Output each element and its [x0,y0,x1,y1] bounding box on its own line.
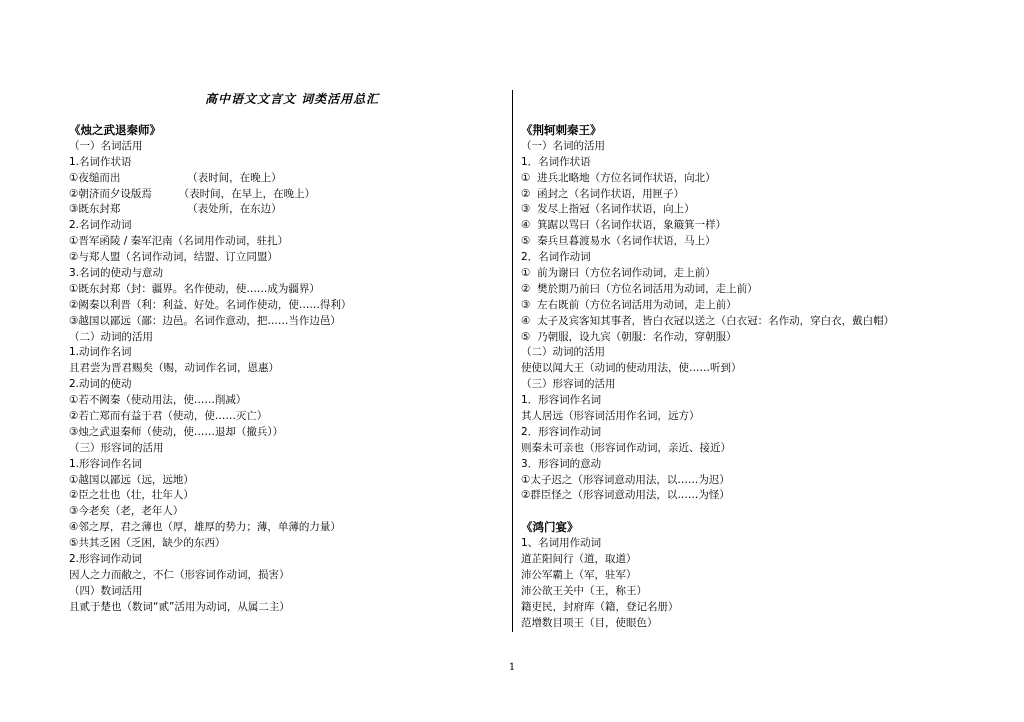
text-line: （一）名词的活用 [521,139,605,152]
text-line: 范增数目项王（目，使眼色） [521,616,658,629]
text-line: 1.名词作状语 [69,155,132,168]
text-line: 3．形容词的意动 [521,457,602,470]
text-line: 2.名词作动词 [69,219,132,232]
text-line [521,504,1001,520]
text-line: ④邻之厚，君之薄也（厚，雄厚的势力；薄，单薄的力量） [69,521,341,534]
text-line: ②与郑人盟（名词作动词，结盟、订立同盟） [69,251,278,264]
page-number: 1 [508,662,516,673]
text-line: （二）动词的活用 [69,330,153,343]
text-line: 则秦未可亲也（形容词作动词，亲近、接近） [521,441,731,454]
text-line: ① 进兵北略地（方位名词作状语，向北） [521,171,716,184]
text-line: ③今老矣（老，老年人） [69,505,184,518]
text-line: ②阙秦以利晋（利：利益、好处。名词作使动，使……得利） [69,298,352,311]
text-line: ②臣之壮也（壮，壮年人） [69,489,194,502]
text-line: ⑤ 乃朝服，设九宾（朝服：名作动，穿朝服） [521,330,737,343]
text-line: ①若不阙秦（使动用法，使……削减） [69,394,247,407]
text-line: （三）形容词的活用 [521,378,616,391]
section-heading: 《鸿门宴》 [521,520,579,535]
text-line: 2．形容词作动词 [521,425,602,438]
text-line: 因人之力而敝之，不仁（形容词作动词，损害） [69,568,290,581]
text-line: 1．名词作状语 [521,155,591,168]
left-column [69,123,499,616]
text-line: ①晋军函陵 / 秦军氾南（名词用作动词，驻扎） [69,235,289,248]
text-line: 沛公欲王关中（王，称王） [521,584,647,597]
text-line: 且贰于楚也（数词“贰”活用为动词，从属二主） [69,600,290,613]
text-line: 且君尝为晋君赐矣（赐，动词作名词，恩惠） [69,362,279,375]
text-line: 沛公军霸上（军，驻军） [521,568,637,581]
text-line: （一）名词活用 [69,139,143,152]
text-line: ⑤ 秦兵旦暮渡易水（名词作状语，马上） [521,235,716,248]
text-line: 1.形容词作名词 [69,457,143,470]
text-line: ④ 箕踞以骂曰（名词作状语，象簸箕一样） [521,219,727,232]
text-line: ②群臣怪之（形容词意动用法，以……为怪） [521,489,730,502]
text-line: 1、名词用作动词 [521,537,602,550]
text-line: ③越国以鄙远（鄙：边邑。名词作意动，把……当作边邑） [69,314,341,327]
column-divider [512,90,513,632]
text-line: ②若亡郑而有益于君（使动，使……灭亡） [69,410,268,423]
text-line: ⑤共其乏困（乏困，缺少的东西） [69,537,226,550]
text-line: ①夜缒而出 （表时间，在晚上） [69,171,282,184]
text-line: ② 樊於期乃前曰（方位名词活用为动词，走上前） [521,282,758,295]
text-line: 2.动词的使动 [69,378,132,391]
text-line: 1.动词作名词 [69,346,132,359]
text-line: （二）动词的活用 [521,346,605,359]
text-line: 3.名词的使动与意动 [69,267,164,280]
text-line: ①太子迟之（形容词意动用法，以……为迟） [521,473,730,486]
text-line: ③ 左右既前（方位名词活用为动词，走上前） [521,298,737,311]
text-line: 使使以闻大王（动词的使动用法，使……听到） [521,362,742,375]
right-column [521,123,1001,632]
text-line: ① 前为谢曰（方位名词作动词，走上前） [521,267,716,280]
text-line: 其人居远（形容词活用作名词，远方） [521,410,700,423]
text-line: ④ 太子及宾客知其事者，皆白衣冠以送之（白衣冠：名作动，穿白衣，戴白帽） [521,314,895,327]
text-line: 籍吏民，封府库（籍，登记名册） [521,600,679,613]
text-line: ①越国以鄙远（远，远地） [69,473,194,486]
text-line: ③烛之武退秦师（使动，使……退却（撤兵）） [69,425,284,438]
text-line: ②朝济而夕设版焉 （表时间，在早上，在晚上） [69,187,316,200]
section-heading: 《荆轲刺秦王》 [521,123,602,137]
text-line: ③ 发尽上指冠（名词作状语，向上） [521,203,695,216]
text-line: 2．名词作动词 [521,251,591,264]
text-line: （三）形容词的活用 [69,441,164,454]
text-line: ② 函封之（名词作状语，用匣子） [521,187,685,200]
text-line: ③既东封郑 （表处所，在东边） [69,203,282,216]
text-line: 2.形容词作动词 [69,553,143,566]
document-title: 高中语文文言文 词类活用总汇 [205,92,380,106]
section-heading: 《烛之武退秦师》 [69,123,161,137]
text-line: 1．形容词作名词 [521,394,602,407]
text-line: ①既东封郑（封：疆界。名作使动，使……成为疆界） [69,282,320,295]
text-line: 道芷阳间行（道，取道） [521,553,637,566]
text-line: （四）数词活用 [69,584,143,597]
